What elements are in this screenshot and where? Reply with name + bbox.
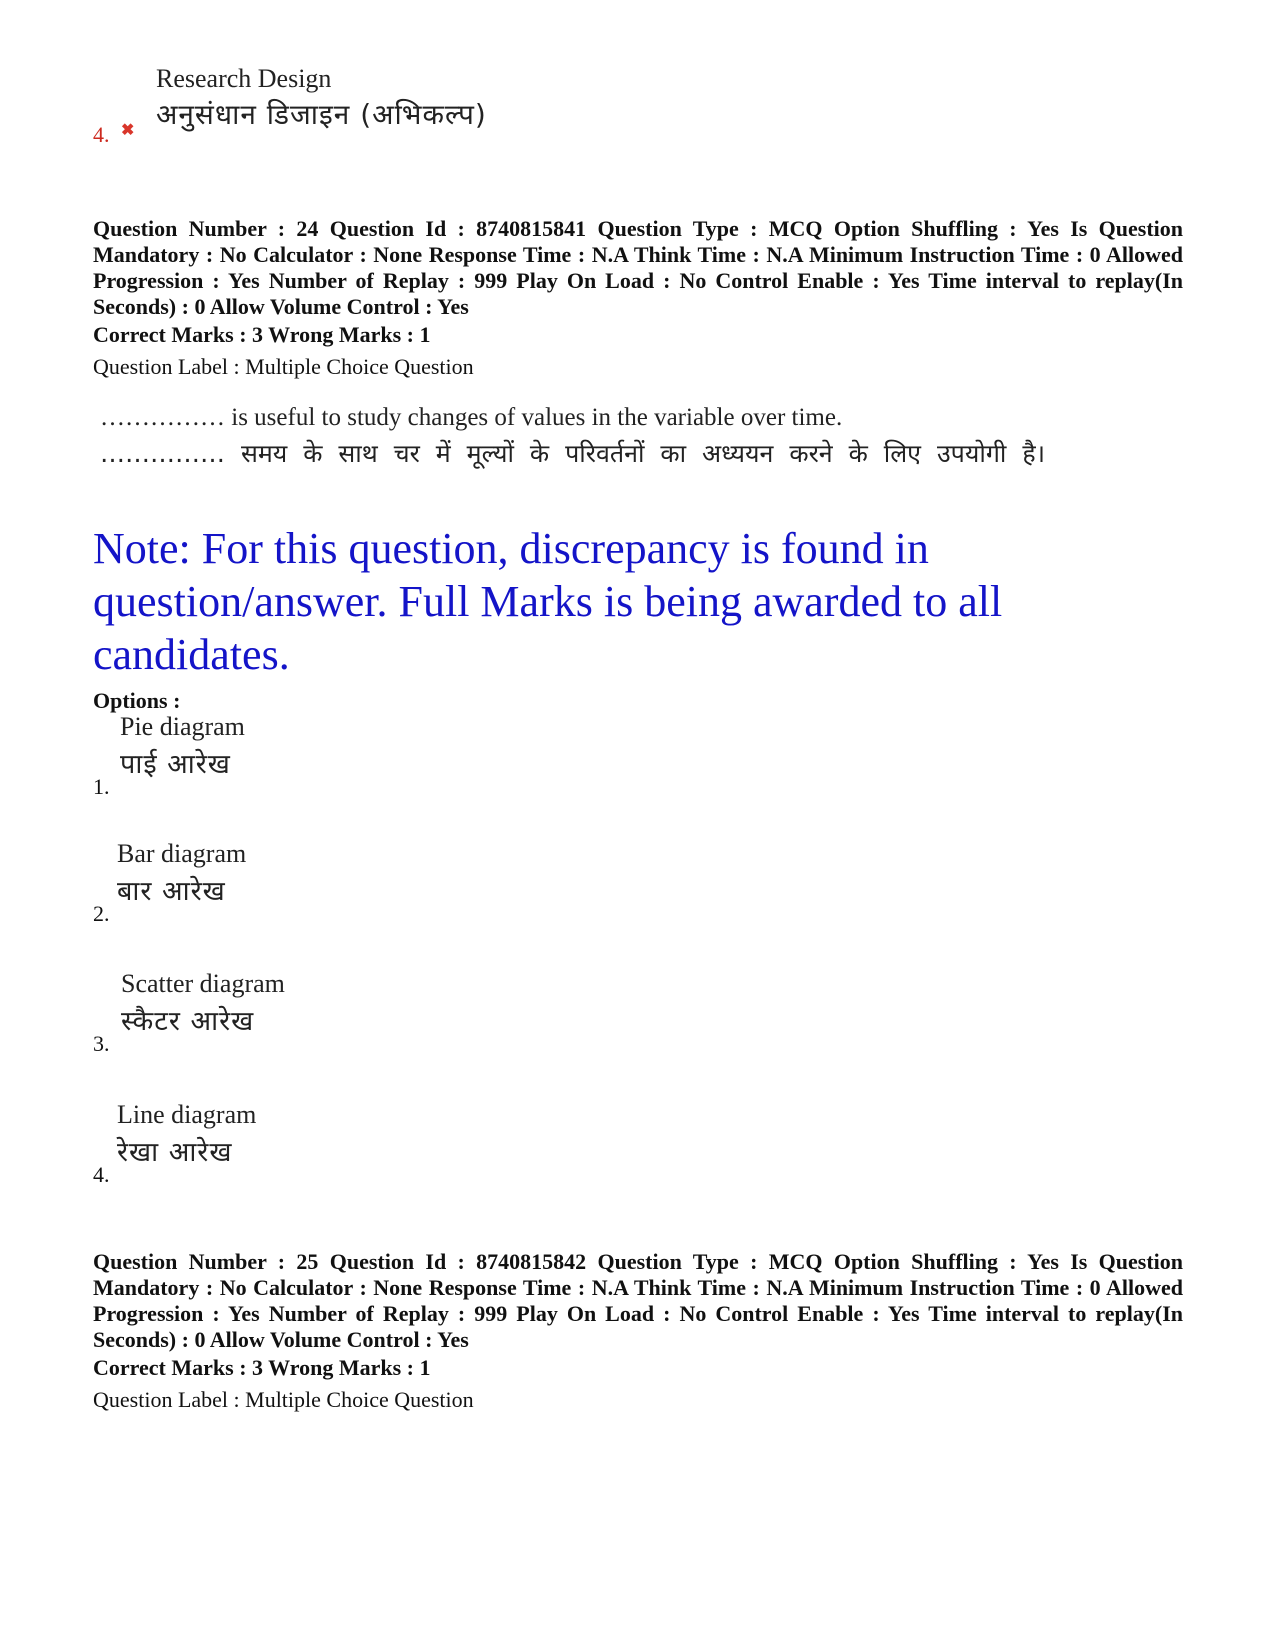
question-24-text-english: …………… is useful to study changes of values in the variable over time. bbox=[100, 404, 843, 431]
option-3 bbox=[93, 969, 693, 1059]
option-2-text-english: Bar diagram bbox=[117, 839, 247, 868]
question-25-label: Question Label : Multiple Choice Question bbox=[93, 1387, 474, 1412]
question-24-marks: Correct Marks : 3 Wrong Marks : 1 bbox=[93, 322, 431, 347]
option-1-number: 1. bbox=[93, 774, 110, 799]
option-text-english: Research Design bbox=[156, 64, 332, 93]
option-text-hindi: अनुसंधान डिजाइन (अभिकल्प) bbox=[156, 98, 487, 131]
question-25-marks: Correct Marks : 3 Wrong Marks : 1 bbox=[93, 1355, 431, 1380]
question-24-label: Question Label : Multiple Choice Question bbox=[93, 354, 474, 379]
options-heading: Options : bbox=[93, 688, 181, 713]
option-3-text-english: Scatter diagram bbox=[121, 969, 285, 998]
option-4-text-english: Line diagram bbox=[117, 1100, 257, 1129]
question-25-meta: Question Number : 25 Question Id : 8740815842 Question Type : MCQ Option Shuffling : Yes Is Question Mandatory : No Calculator : None Response Time : N.A Think Time : N.A Minimum Instruction Time : 0 Allowed Progression : Yes Number of Replay : 999 Play On Load : No Control Enable : Yes Time interval to replay(In Seconds) : 0 Allow Volume Control : Yes bbox=[93, 1249, 1183, 1352]
discrepancy-note: Note: For this question, discrepancy is found in question/answer. Full Marks is being awarded to all candidates. bbox=[93, 524, 1003, 679]
option-4-number: 4. bbox=[93, 1162, 110, 1187]
question-24-meta: Question Number : 24 Question Id : 8740815841 Question Type : MCQ Option Shuffling : Yes Is Question Mandatory : No Calculator : None Response Time : N.A Think Time : N.A Minimum Instruction Time : 0 Allowed Progression : Yes Number of Replay : 999 Play On Load : No Control Enable : Yes Time interval to replay(In Seconds) : 0 Allow Volume Control : Yes bbox=[93, 216, 1183, 319]
option-number: 4. bbox=[93, 122, 110, 147]
option-1-text-english: Pie diagram bbox=[120, 712, 245, 741]
option-4 bbox=[93, 1100, 693, 1190]
option-3-number: 3. bbox=[93, 1031, 110, 1056]
option-3-text-hindi: स्कैटर आरेख bbox=[121, 1006, 255, 1037]
option-1-text-hindi: पाई आरेख bbox=[120, 749, 231, 780]
option-2-number: 2. bbox=[93, 901, 110, 926]
option-2 bbox=[93, 839, 693, 929]
option-4-text-hindi: रेखा आरेख bbox=[117, 1137, 233, 1168]
cross-icon: ✖ bbox=[121, 122, 135, 139]
option-1 bbox=[93, 712, 693, 802]
question-24-text-hindi: …………… समय के साथ चर में मूल्यों के परिवर्तनों का अध्ययन करने के लिए उपयोगी है। bbox=[100, 439, 1046, 468]
option-2-text-hindi: बार आरेख bbox=[117, 876, 226, 907]
previous-option-4 bbox=[93, 62, 693, 157]
